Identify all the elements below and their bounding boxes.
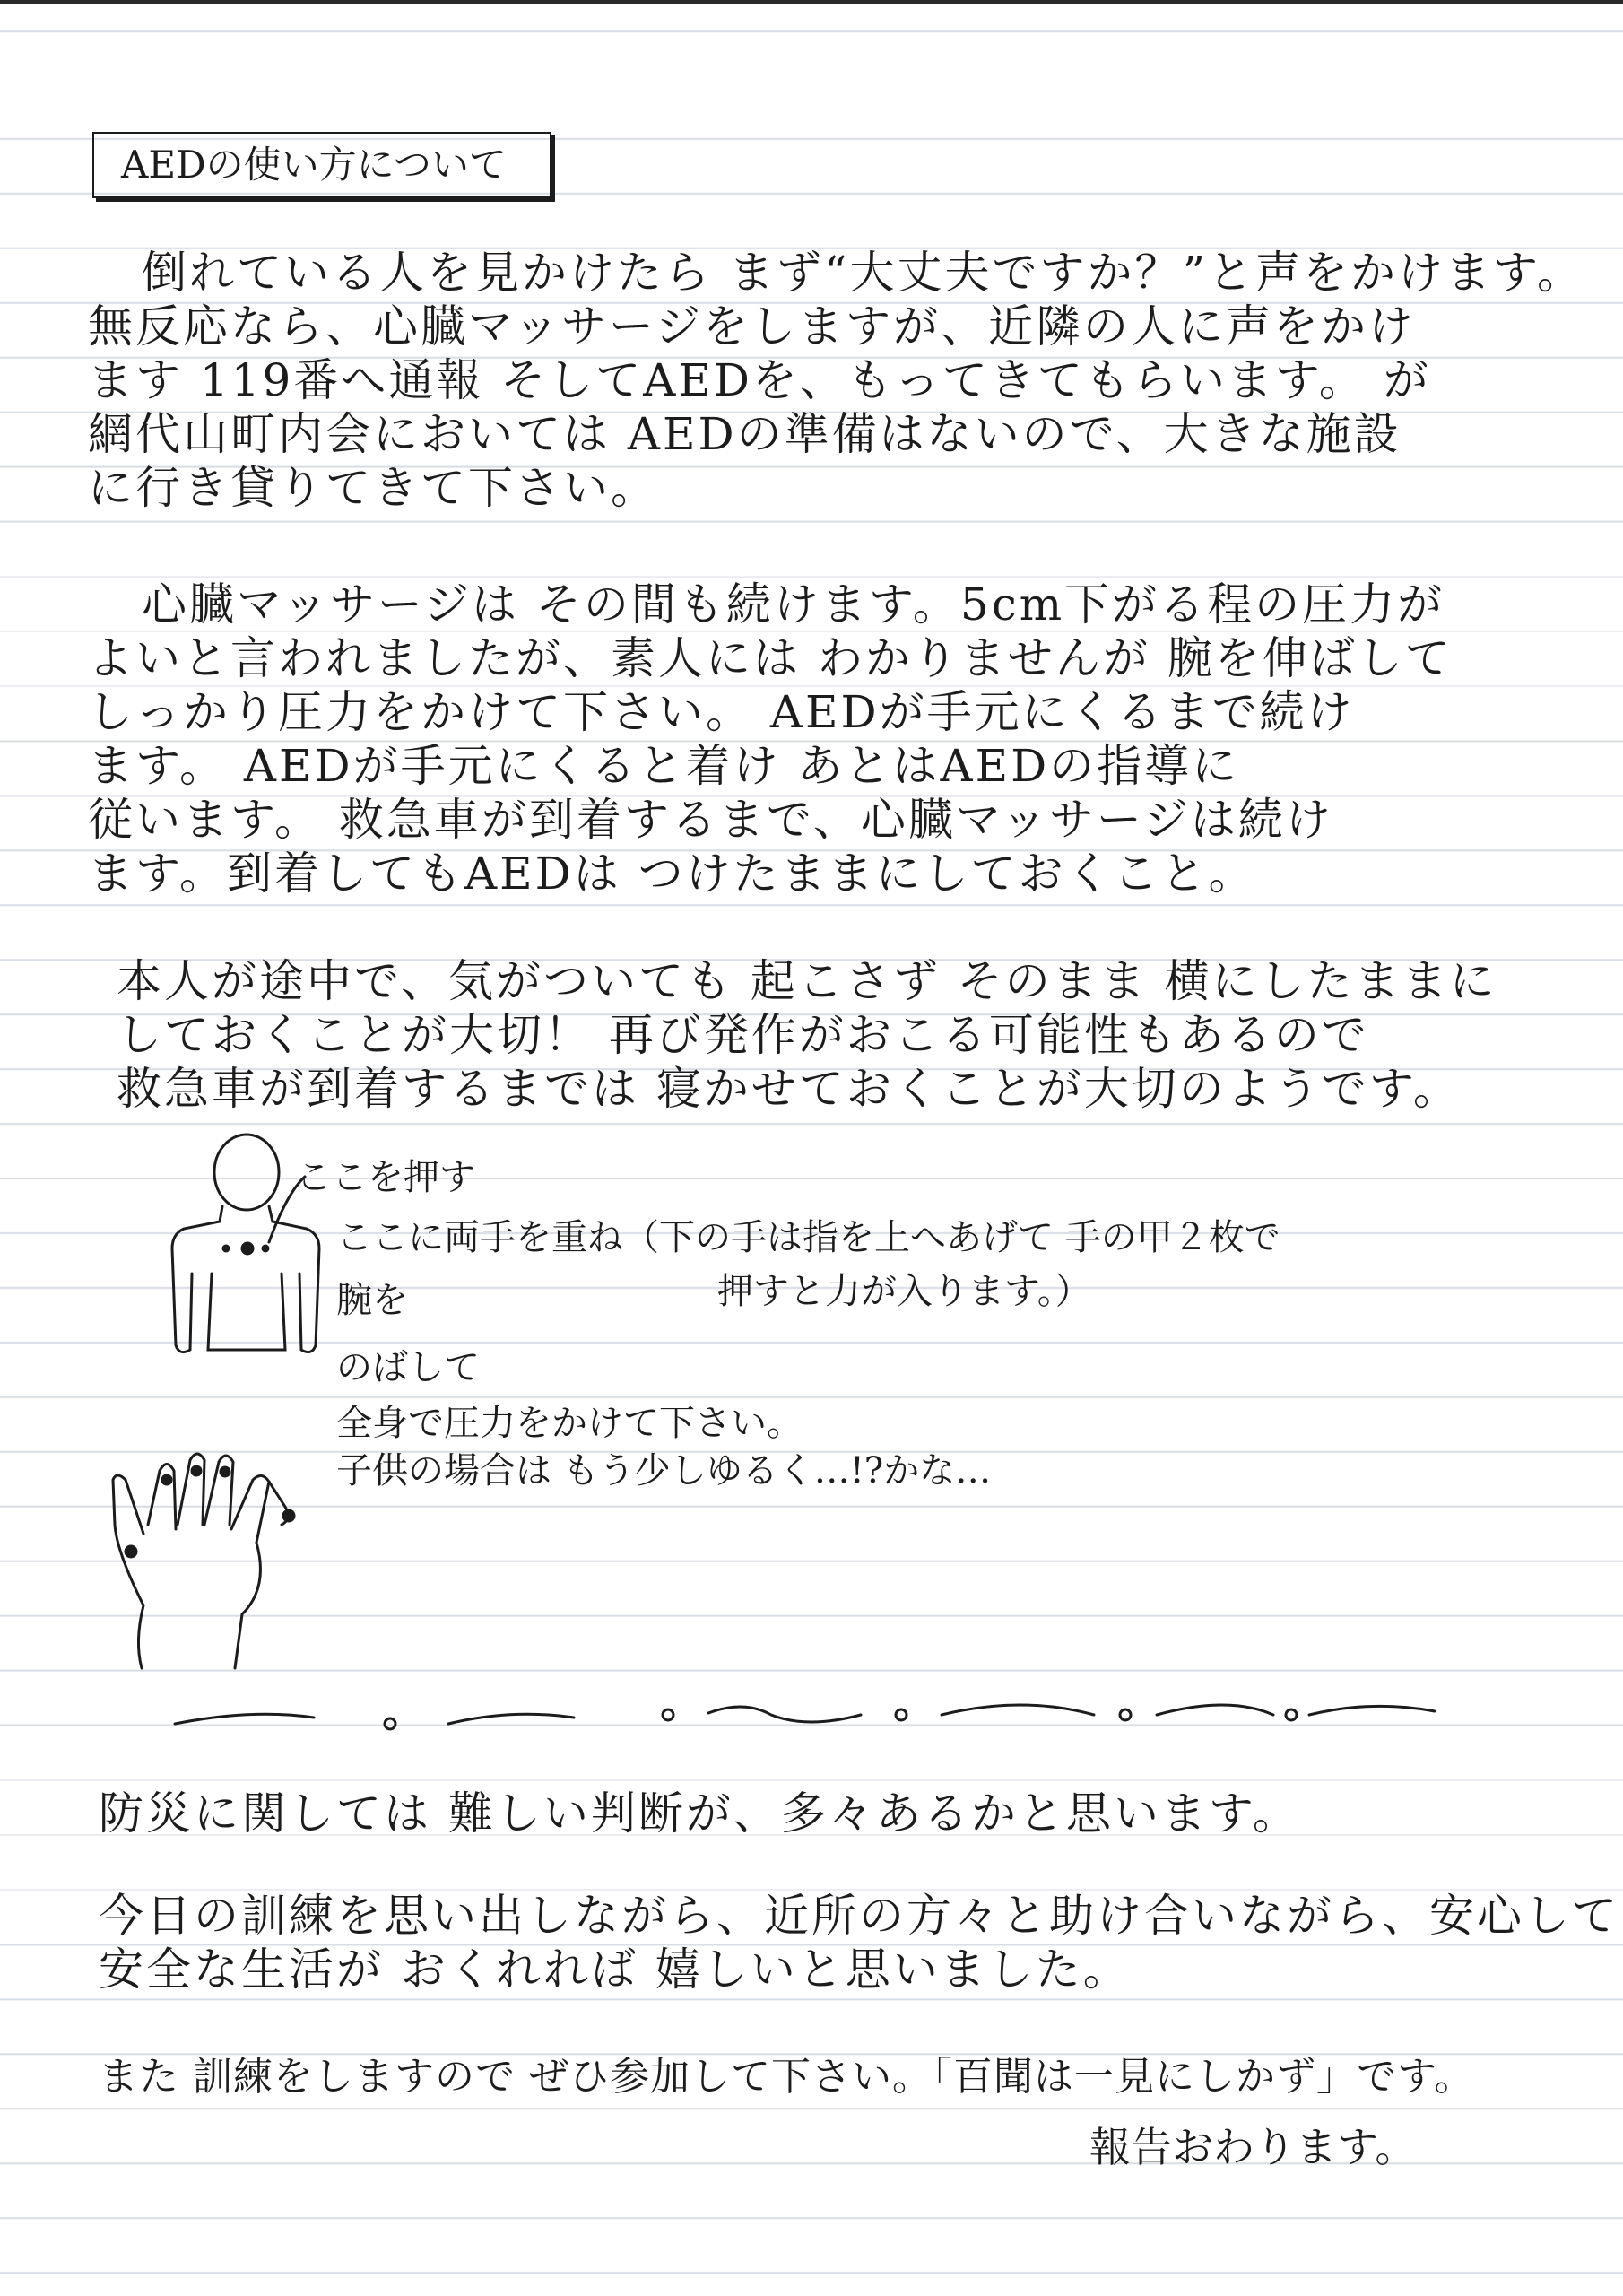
- paragraph-3-line: 本人が途中で、気がついても 起こさず そのまま 横にしたままに: [117, 955, 1497, 1007]
- hands-note-line-2: 押すと力が入ります。）: [717, 1271, 1091, 1312]
- paragraph-5-line: また 訓練をしますので ぜひ参加して下さい。「百聞は一見にしかず」です。: [99, 2054, 1475, 2100]
- torso-sketch-icon: [172, 1135, 319, 1352]
- child-note: 子供の場合は もう少しゆるく…!?かな…: [336, 1450, 992, 1492]
- arm-label-2: のばして: [336, 1347, 480, 1388]
- paragraph-1-line: 網代山町内会においては AEDの準備はないので、大きな施設: [88, 408, 1402, 460]
- paragraph-2-line: よいと言われましたが、素人には わかりませんが 腕を伸ばして: [88, 632, 1453, 684]
- paragraph-1-line: 倒れている人を見かけたら まず“大丈夫ですか？”と声をかけます。: [142, 247, 1585, 299]
- body-note: 全身で圧力をかけて下さい。: [336, 1403, 803, 1444]
- paragraph-1-line: に行き貸りてきて下さい。: [88, 462, 658, 514]
- page-title: AEDの使い方について: [92, 132, 551, 198]
- closing-signoff: 報告おわります。: [1089, 2123, 1417, 2171]
- paragraph-4-line: 今日の訓練を思い出しながら、近所の方々と助け合いながら、安心して: [99, 1890, 1619, 1942]
- paragraph-3-line: しておくことが大切！ 再び発作がおこる可能性もあるので: [117, 1009, 1369, 1061]
- paragraph-2-line: 従います。 救急車が到着するまで、心臓マッサージは続け: [88, 794, 1333, 846]
- hands-note-line-1: ここに両手を重ね（下の手は指を上へあげて 手の甲２枚で: [336, 1217, 1280, 1258]
- paragraph-2-line: しっかり圧力をかけて下さい。 AEDが手元にくるまで続け: [88, 686, 1355, 738]
- arm-label-1: 腕を: [336, 1280, 408, 1321]
- paragraph-2-line: ます。到着してもAEDは つけたままにしておくこと。: [88, 848, 1256, 900]
- press-here-label: ここを押す: [296, 1157, 475, 1198]
- paragraph-2-line: ます。 AEDが手元にくると着け あとはAEDの指導に: [88, 740, 1240, 792]
- paragraph-4-line: 防災に関しては 難しい判断が、多々あるかと思います。: [99, 1787, 1300, 1839]
- paragraph-1-line: ます 119番へ通報 そしてAEDを、もってきてもらいます。 が: [88, 354, 1431, 406]
- paragraph-3-line: 救急車が到着するまでは 寝かせておくことが大切のようです。: [117, 1063, 1461, 1115]
- paragraph-4-line: 安全な生活が おくれれば 嬉しいと思いました。: [99, 1944, 1131, 1996]
- paragraph-1-line: 無反応なら、心臓マッサージをしますが、近隣の人に声をかけ: [88, 300, 1416, 352]
- hands-sketch-icon: [113, 1454, 294, 1668]
- wavy-divider: [175, 1705, 1435, 1729]
- paragraph-2-line: 心臓マッサージは その間も続けます。5cm下がる程の圧力が: [142, 578, 1445, 631]
